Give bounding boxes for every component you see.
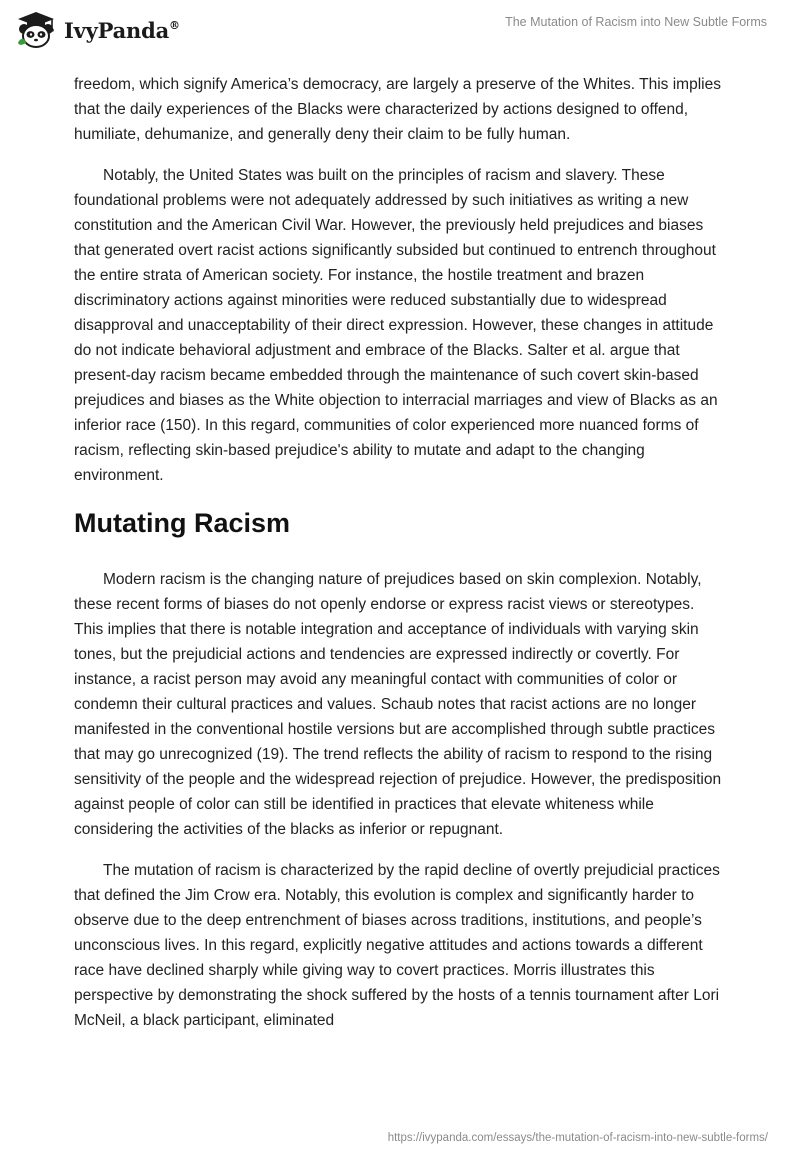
essay-content: [74, 72, 724, 1049]
paragraph: The mutation of racism is characterized by the rapid decline of overtly prejudicial practices that defined the Jim Crow era. Notably, this evolution is complex and significantly harder to observe due to the deep entrenchment of biases across traditions, institutions, and people’s unconscious lives. In this regard, explicitly negative attitudes and actions towards a different race have declined sharply while giving way to covert practices. Morris illustrates this perspective by demonstrating the shock suffered by the hosts of a tennis tournament after Lori McNeil, a black participant, eliminated: [74, 862, 720, 1029]
section-heading: Mutating Racism: [74, 508, 291, 538]
document-title: The Mutation of Racism into New Subtle Forms: [505, 15, 767, 29]
paragraph-continuation: freedom, which signify America’s democracy, are largely a preserve of the Whites. This implies that the daily experiences of the Blacks were characterized by actions designed to offend, humiliate, dehumanize, and generally deny their claim to be fully human.: [74, 76, 721, 143]
paragraph: Modern racism is the changing nature of prejudices based on skin complexion. Notably, these recent forms of biases do not openly endorse or express racist views or stereotypes. This implies that there is notable integration and acceptance of individuals with varying skin tones, but the prejudicial actions and tendencies are expressed indirectly or covertly. For instance, a racist person may avoid any meaningful contact with communities of color or condemn their cultural practices and values. Schaub notes that racist actions are no longer manifested in the conventional hostile versions but are accomplished through subtle practices that may go unrecognized (19). The trend reflects the ability of racism to respond to the rising sensitivity of the people and the widespread rejection of prejudice. However, the predisposition against people of color can still be identified in practices that elevate whiteness while considering the activities of the blacks as inferior or repugnant.: [74, 571, 722, 838]
source-url[interactable]: https://ivypanda.com/essays/the-mutation-of-racism-into-new-subtle-forms/: [387, 1132, 768, 1144]
page-header: [0, 0, 800, 70]
panda-graduate-icon: [14, 10, 58, 50]
paragraph: Notably, the United States was built on the principles of racism and slavery. These foundational problems were not adequately addressed by such initiatives as writing a new constitution and the American Civil War. However, the previously held prejudices and biases that generated overt racist actions significantly subsided but continued to entrench throughout the entire strata of American society. For instance, the hostile treatment and brazen discriminatory actions against minorities were reduced substantially due to widespread disapproval and unacceptability of their direct expression. However, these changes in attitude do not indicate behavioral adjustment and embrace of the Blacks. Salter et al. argue that present-day racism became embedded through the maintenance of such covert skin-based prejudices and biases as the White objection to interracial marriages and view of Blacks as an inferior race (150). In this regard, communities of color experienced more nuanced forms of racism, reflecting skin-based prejudice's ability to mutate and adapt to the changing environment.: [74, 167, 718, 484]
logo-wordmark: IvyPanda®: [64, 17, 180, 43]
ivypanda-logo[interactable]: [14, 10, 180, 50]
